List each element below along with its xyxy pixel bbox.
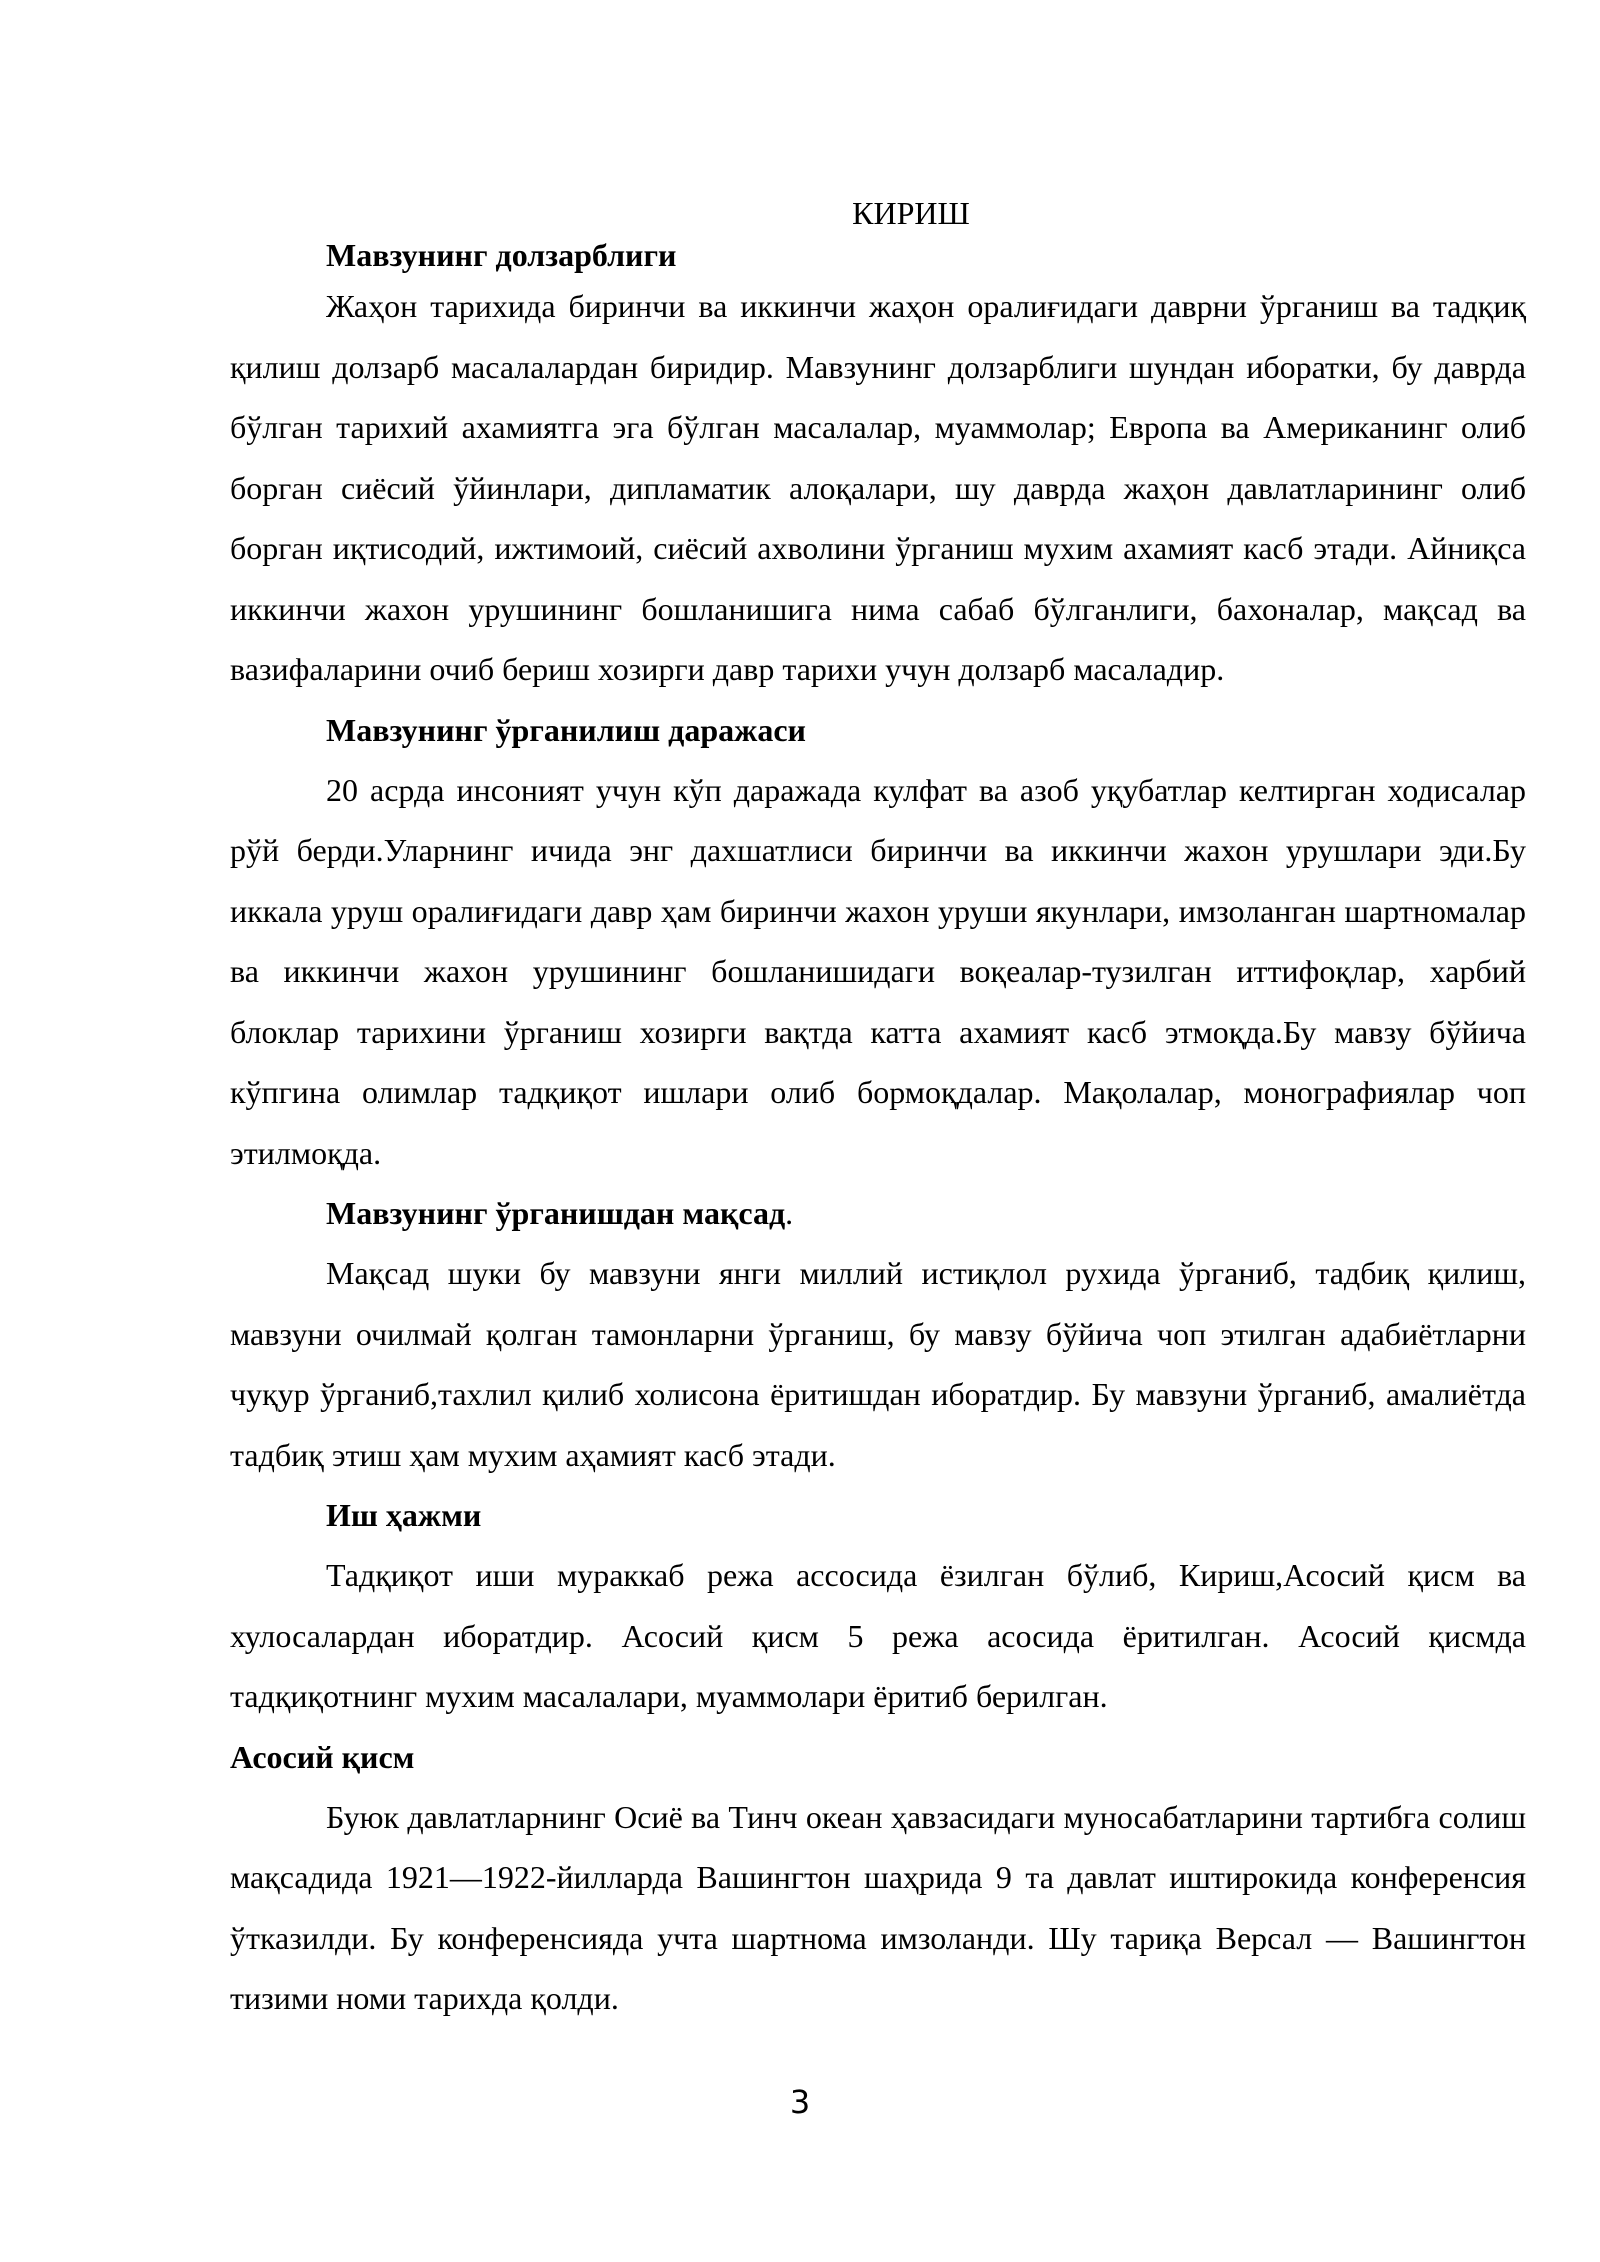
section-heading-purpose-text: Мавзунинг ўрганишдан мақсад	[326, 1195, 786, 1231]
section-heading-purpose	[230, 1183, 1526, 1243]
section-heading-study-degree: Мавзунинг ўрганилиш даражаси	[326, 711, 806, 748]
document-title: КИРИШ	[852, 195, 970, 231]
section-paragraph-relevance: Жаҳон тарихида биринчи ва иккинчи жаҳон оралиғидаги даврни ўрганиш ва тадқиқ қилиш долзарб масалалардан биридир. Мавзунинг долзарблиги шундан иборатки, бу даврда бўлган тарихий ахамиятга эга бўлган масалалар, муаммолар; Европа ва Американинг олиб борган сиёсий ўйинлари, дипламатик алоқалари, шу даврда жаҳон давлатларининг олиб борган иқтисодий, ижтимоий, сиёсий ахволини ўрганиш мухим ахамият касб этади. Айниқса иккинчи жахон урушининг бошланишига нима сабаб бўлганлиги, бахоналар, мақсад ва вазифаларини очиб бериш хозирги давр тарихи учун долзарб масаладир.	[230, 288, 1526, 687]
section-heading-relevance: Мавзунинг долзарблиги	[326, 237, 677, 273]
document-page	[230, 192, 1526, 2029]
section-paragraph-purpose: Мақсад шуки бу мавзуни янги миллий истиқлол рухида ўрганиб, тадбиқ қилиш, мавзуни очилмай қолган тамонларни ўрганиш, бу мавзу бўйича чоп этилган адабиётларни чуқур ўрганиб,тахлил қилиб холисона ёритишдан иборатдир. Бу мавзуни ўрганиб, амалиётда тадбиқ этиш ҳам мухим аҳамият касб этади.	[230, 1255, 1526, 1473]
section-paragraph-main-part: Буюк давлатларнинг Осиё ва Тинч океан ҳавзасидаги муносабатларини тартибга солиш мақсадида 1921—1922-йилларда Вашингтон шаҳрида 9 та давлат иштирокида конференсия ўтказилди. Бу конференсияда учта шартнома имзоланди. Шу тариқа Версал — Вашингтон тизими номи тарихда қолди.	[230, 1798, 1526, 2016]
section-heading-main-part: Асосий қисм	[230, 1738, 415, 1775]
section-heading-purpose-suffix: .	[785, 1195, 794, 1231]
section-paragraph-volume: Тадқиқот иши мураккаб режа ассосида ёзилган бўлиб, Кириш,Асосий қисм ва хулосалардан иборатдир. Асосий қисм 5 режа асосида ёритилган. Асосий қисмда тадқиқотнинг мухим масалалари, муаммолари ёритиб берилган.	[230, 1557, 1526, 1714]
section-paragraph-study-degree: 20 асрда инсоният учун кўп даражада кулфат ва азоб уқубатлар келтирган ходисалар рўй берди.Уларнинг ичида энг дахшатлиси биринчи ва иккинчи жахон урушлари эди.Бу иккала уруш оралиғидаги давр ҳам биринчи жахон уруши якунлари, имзоланган шартномалар ва иккинчи жахон урушининг бошланишидаги воқеалар-тузилган иттифоқлар, харбий блоклар тарихини ўрганиш хозирги вақтда катта ахамият касб этмоқда.Бу мавзу бўйича кўпгина олимлар тадқиқот ишлари олиб бормоқдалар. Мақолалар, монографиялар чоп этилмоқда.	[230, 771, 1526, 1171]
section-heading-volume: Иш ҳажми	[326, 1497, 482, 1533]
page-number: 3	[789, 2083, 811, 2121]
